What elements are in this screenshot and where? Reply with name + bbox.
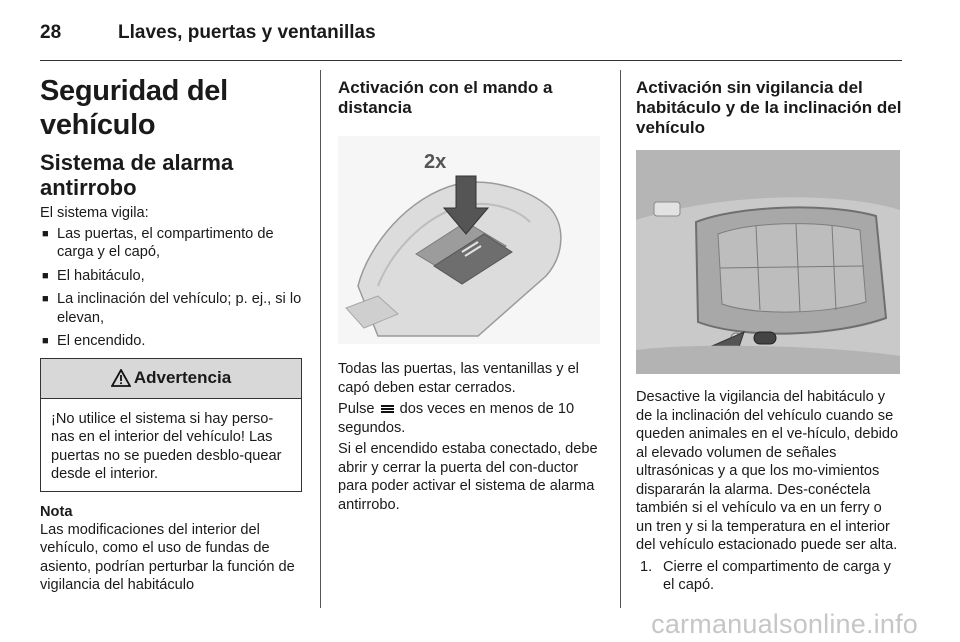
column-right — [636, 68, 902, 595]
list-item — [40, 225, 305, 262]
page-number: 28 — [40, 22, 62, 43]
ceiling-console-illustration — [636, 150, 900, 374]
paragraph: Desactive la vigilancia del habitáculo y de la inclinación del vehículo cuando se queden animales en el ve-hículo, debido al elevado volumen de señales ultrasónicas y a que los mo-vimientos dispararán la alarma. Des-conéctela también si el vehículo va en un ferry o un tren y si la temperatura en el interior del vehículo estacionado puede ser alta. — [636, 389, 899, 553]
note-block — [40, 504, 305, 595]
ceiling-console-drawing — [636, 150, 900, 374]
paragraph-text: Pulse — [338, 401, 375, 417]
note-label: Nota — [40, 503, 73, 520]
site-watermark: carmanualsonline.info — [651, 609, 918, 639]
subsection-heading: Sistema de alarma antirrobo — [40, 150, 234, 200]
remote-key-illustration — [338, 136, 600, 344]
header-divider — [40, 60, 902, 61]
note-text: Las modificaciones del interior del vehículo, como el uso de fundas de asiento, podrían perturbar la función de vigilancia del habitáculo — [40, 521, 295, 593]
warning-text: ¡No utilice el sistema si hay perso-nas en el interior del vehículo! Las puertas no se pueden desblo-quear desde el interior. — [51, 410, 282, 482]
bullet-icon: ■ — [42, 227, 49, 240]
monitored-list — [40, 225, 305, 351]
warning-header — [41, 359, 301, 399]
column-divider — [320, 70, 321, 608]
paragraph: Todas las puertas, las ventanillas y el capó deben estar cerrados. — [338, 361, 579, 396]
paragraph — [338, 400, 606, 437]
step-number: 1. — [640, 558, 653, 575]
column-middle — [338, 68, 606, 517]
list-item-text: El encendido. — [57, 333, 146, 349]
warning-triangle-icon — [111, 369, 131, 387]
list-item-text: El habitáculo, — [57, 267, 145, 284]
list-item — [40, 290, 305, 327]
steps-list — [636, 558, 902, 595]
warning-box — [40, 358, 302, 492]
bullet-icon: ■ — [42, 269, 49, 282]
press-count-label: 2x — [424, 151, 447, 173]
chapter-title: Llaves, puertas y ventanillas — [118, 22, 376, 43]
bullet-icon: ■ — [42, 293, 49, 305]
paragraph-text: dos veces en menos de 10 segundos. — [338, 401, 575, 436]
list-item — [40, 267, 305, 286]
step-item — [636, 558, 902, 595]
list-item-text: La inclinación del vehículo; p. ej., si lo elevan, — [57, 291, 302, 326]
warning-title: Advertencia — [133, 368, 232, 387]
list-item-text: Las puertas, el compartimento de carga y el capó, — [57, 225, 274, 260]
step-text: Cierre el compartimento de carga y el capó. — [663, 558, 891, 593]
paragraph: Si el encendido estaba conectado, debe abrir y cerrar la puerta del con-ductor para poder activar el sistema de alarma antirrobo. — [338, 441, 598, 513]
section-heading: Seguridad del vehículo — [40, 75, 228, 141]
page-header — [40, 22, 900, 52]
list-item — [40, 332, 305, 351]
intro-text: El sistema vigila: — [40, 205, 149, 221]
remote-key-drawing — [338, 136, 600, 344]
column-divider — [620, 70, 621, 608]
column-left — [40, 68, 305, 595]
lock-button-icon — [381, 404, 394, 414]
bullet-icon: ■ — [42, 335, 49, 347]
section-heading: Activación sin vigilancia del habitáculo y de la inclinación del vehículo — [636, 78, 902, 137]
section-heading: Activación con el mando a distancia — [338, 78, 553, 117]
